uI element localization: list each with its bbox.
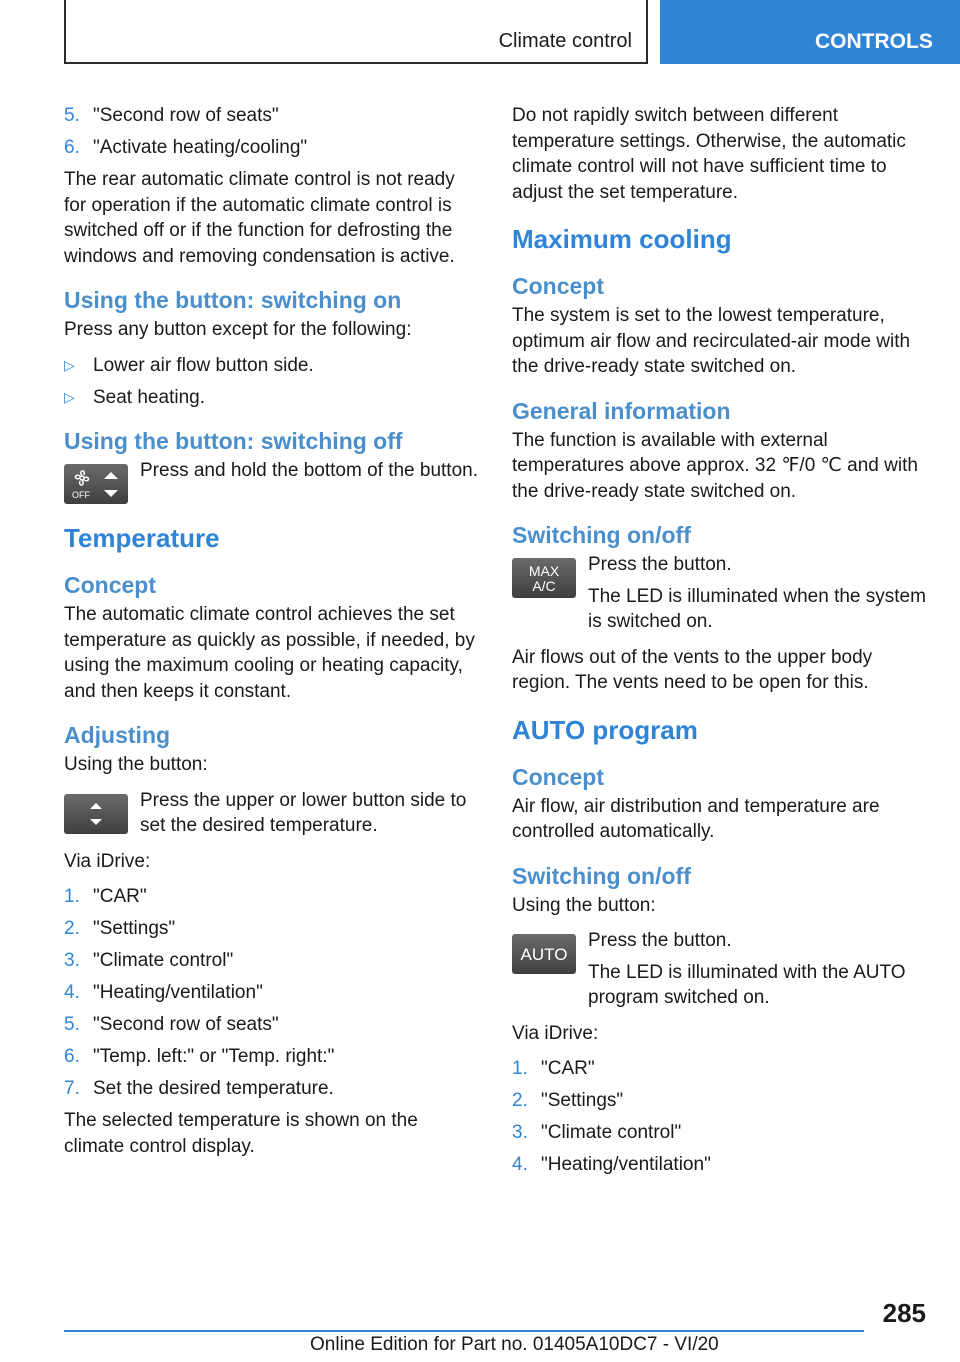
via-idrive-label: Via iDrive:: [512, 1022, 599, 1044]
auto-row: [512, 928, 927, 1011]
heading-switching-off: Using the button: switching off: [64, 428, 403, 454]
air-flow-paragraph: Air flows out of the vents to the upper body region. The vents need to be open for this.: [512, 646, 873, 693]
fan-off-button-icon: [64, 464, 128, 504]
list-item: [64, 980, 479, 1006]
list-text: "Second row of seats": [93, 1014, 279, 1035]
heading-general-information: General information: [512, 397, 731, 424]
list-number: 1.: [64, 886, 80, 907]
list-number: 5.: [64, 105, 80, 126]
rear-climate-paragraph: The rear automatic climate control is not ready for operation if the automatic climate control is switched off or if the function for defrosting the windows and removing condensation is active.: [64, 169, 455, 267]
list-number: 1.: [512, 1058, 528, 1079]
list-item: [64, 1076, 479, 1102]
heading-temperature: Temperature: [64, 523, 220, 553]
max-concept-paragraph: The system is set to the lowest temperature, optimum air flow and recirculated-air mode with the drive-ready state switched on.: [512, 305, 911, 377]
list-text: "Climate control": [541, 1122, 682, 1143]
heading-maximum-cooling: Maximum cooling: [512, 224, 732, 254]
list-item: [64, 103, 479, 129]
heading-concept: Concept: [64, 572, 156, 598]
heading-concept: Concept: [512, 273, 604, 299]
list-number: 2.: [64, 918, 80, 939]
auto-led-text: The LED is illuminated with the AUTO program switched on.: [588, 961, 906, 1008]
using-button-label: Using the button:: [512, 894, 656, 916]
list-text: "CAR": [93, 886, 147, 907]
max-press-text: Press the button.: [588, 554, 732, 575]
list-item: [64, 1012, 479, 1038]
list-item: [512, 1152, 927, 1178]
list-item: [64, 916, 479, 942]
auto-concept-paragraph: Air flow, air distribution and temperature are controlled automatically.: [512, 795, 880, 842]
max-ac-button-icon: [512, 558, 576, 598]
list-text: "Temp. left:" or "Temp. right:": [93, 1046, 335, 1067]
auto-press-text: Press the button.: [588, 930, 732, 951]
concept-paragraph: The automatic climate control achieves the set temperature as quickly as possible, if needed, by using the maximum cooling or heating capacity, and then keeps it constant.: [64, 604, 475, 702]
heading-switching-on-off: Switching on/off: [512, 862, 691, 889]
heading-auto-program: AUTO program: [512, 714, 698, 745]
auto-button-icon: [512, 934, 576, 974]
list-text: "Heating/ventilation": [541, 1154, 711, 1175]
page-number: 285: [882, 1298, 926, 1328]
list-number: 7.: [64, 1078, 80, 1099]
left-column: [64, 103, 479, 1169]
list-item: [64, 948, 479, 974]
list-number: 6.: [64, 137, 80, 158]
footer-divider: [64, 1330, 864, 1332]
switch-off-row: [64, 458, 479, 504]
svg-text:AUTO: AUTO: [520, 945, 568, 964]
max-ac-row: [512, 552, 927, 635]
section-title: Climate control: [498, 30, 632, 52]
list-number: 2.: [512, 1090, 528, 1111]
list-number: 3.: [512, 1122, 528, 1143]
triangle-bullet-icon: ▷: [64, 356, 75, 373]
header-section-box: [64, 0, 648, 64]
list-item: [64, 884, 479, 910]
list-item: [64, 353, 479, 379]
list-text: Lower air flow button side.: [93, 354, 314, 376]
max-led-text: The LED is illuminated when the system is switched on.: [588, 585, 926, 632]
using-button-label: Using the button:: [64, 754, 208, 775]
chapter-tab: CONTROLS: [660, 0, 960, 64]
list-text: "CAR": [541, 1058, 595, 1079]
switching-on-paragraph: Press any button except for the following:: [64, 319, 412, 340]
general-info-paragraph: The function is available with external temperatures above approx. 32 ℉/0 ℃ and with the drive-ready state switched on.: [512, 429, 918, 502]
right-column: [512, 103, 927, 1184]
heading-adjusting: Adjusting: [64, 722, 171, 748]
selected-temperature-paragraph: The selected temperature is shown on the climate control display.: [64, 1110, 418, 1157]
triangle-bullet-icon: ▷: [64, 388, 75, 405]
heading-switching-on-off: Switching on/off: [512, 522, 691, 548]
heading-switching-on: Using the button: switching on: [64, 287, 402, 313]
switch-off-text: Press and hold the bottom of the button.: [140, 460, 479, 481]
adjust-row: [64, 788, 479, 839]
list-text: "Settings": [93, 918, 176, 939]
list-number: 3.: [64, 950, 80, 971]
list-text: "Heating/ventilation": [93, 982, 263, 1003]
list-text: Seat heating.: [93, 386, 205, 408]
edition-footer: Online Edition for Part no. 01405A10DC7 - VI/20: [310, 1334, 719, 1355]
idrive-steps: [64, 884, 479, 1102]
list-number: 6.: [64, 1046, 80, 1067]
rapid-switch-paragraph: Do not rapidly switch between different temperature settings. Otherwise, the automatic climate control will not have sufficient time to adjust the set temperature.: [512, 105, 906, 203]
list-item: [64, 1044, 479, 1070]
svg-text:A/C: A/C: [532, 578, 556, 594]
heading-concept: Concept: [512, 763, 604, 790]
list-text: "Activate heating/cooling": [93, 137, 308, 158]
list-number: 4.: [64, 982, 80, 1003]
list-top: [64, 103, 479, 161]
svg-text:OFF: OFF: [72, 490, 90, 500]
list-text: "Climate control": [93, 950, 234, 971]
via-idrive-label: Via iDrive:: [64, 850, 151, 872]
svg-text:MAX: MAX: [528, 563, 560, 579]
list-item: [64, 385, 479, 411]
adjust-text: Press the upper or lower button side to set the desired temperature.: [140, 789, 467, 836]
list-text: "Settings": [541, 1090, 624, 1111]
list-number: 5.: [64, 1014, 80, 1035]
up-down-rocker-icon: [64, 794, 128, 834]
switching-on-bullets: [64, 353, 479, 411]
idrive-steps: [512, 1056, 927, 1178]
list-item: [512, 1056, 927, 1082]
list-text: Set the desired temperature.: [93, 1078, 334, 1099]
list-item: [512, 1120, 927, 1146]
list-text: "Second row of seats": [93, 105, 279, 126]
list-item: [64, 135, 479, 161]
list-item: [512, 1088, 927, 1114]
list-number: 4.: [512, 1154, 528, 1175]
